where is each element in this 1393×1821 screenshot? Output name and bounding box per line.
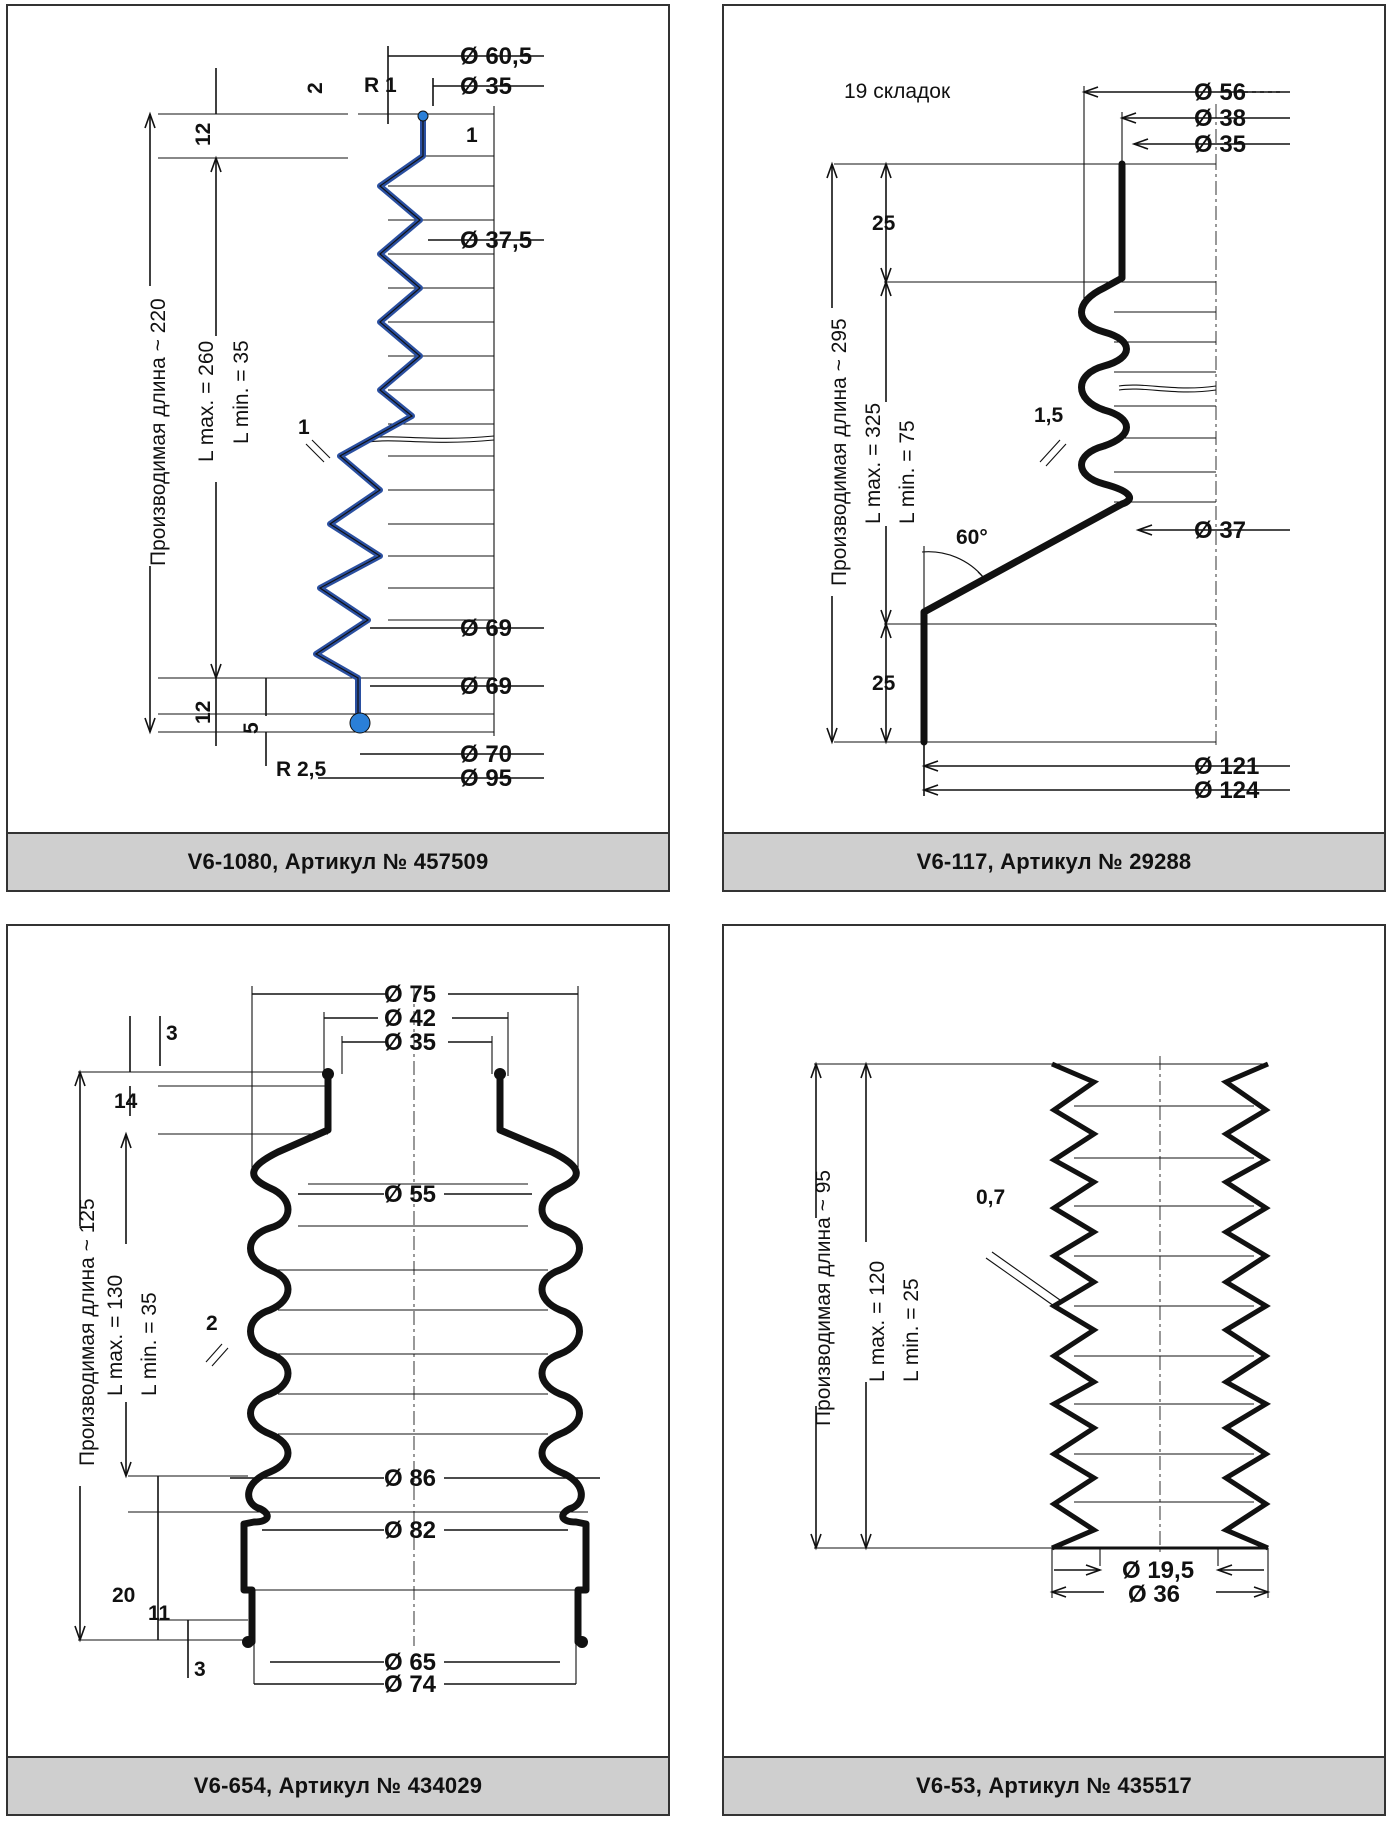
dim-25-bottom: 25 [872, 672, 896, 695]
dia-56: Ø 56 [1194, 79, 1247, 106]
dim-1-top: 1 [466, 124, 478, 147]
drawing-panel-v6-53 [722, 924, 1386, 1816]
dim-14: 14 [114, 1090, 138, 1113]
dia-38: Ø 38 [1194, 105, 1247, 132]
bead-top-right [494, 1068, 506, 1080]
lmax-label: L max. = 260 [195, 340, 218, 462]
prod-length-label: Производимая длина ~ 95 [812, 1169, 835, 1426]
break-line [368, 436, 494, 438]
folds-note: 19 складок [844, 80, 951, 103]
dia-124: Ø 124 [1194, 777, 1260, 804]
dim-2: 2 [304, 82, 327, 94]
dim-25-top: 25 [872, 212, 896, 235]
bead-top [418, 111, 428, 121]
dia-86: Ø 86 [384, 1465, 437, 1492]
dia-37-5: Ø 37,5 [460, 227, 533, 254]
dim-12-bottom: 12 [192, 700, 215, 724]
dia-35: Ø 35 [1194, 131, 1247, 158]
bead-bottom-left [242, 1636, 254, 1648]
dia-65: Ø 65 [384, 1649, 437, 1676]
diameter-leaders [230, 994, 600, 1684]
prod-length-label: Производимая длина ~ 125 [76, 1198, 99, 1466]
angle-60: 60° [956, 526, 988, 549]
dia-69-a: Ø 69 [460, 615, 513, 642]
caption-v6-1080: V6-1080, Артикул № 457509 [8, 832, 668, 890]
dia-75: Ø 75 [384, 981, 437, 1008]
lmin-label: L min. = 25 [900, 1278, 923, 1382]
prod-length-label: Производимая длина ~ 295 [828, 318, 851, 586]
dia-19-5: Ø 19,5 [1122, 1557, 1195, 1584]
dim-11: 11 [148, 1602, 171, 1625]
dim-12-top: 12 [192, 122, 215, 146]
dim-0-7: 0,7 [976, 1186, 1006, 1209]
caption-v6-53: V6-53, Артикул № 435517 [724, 1756, 1384, 1814]
extension-lines [834, 86, 1216, 742]
prod-length-label: Производимая длина ~ 220 [147, 298, 170, 566]
bellows-drawing-v6-654 [8, 926, 668, 1758]
dim-1-wall: 1 [298, 416, 310, 439]
dim-3-bottom: 3 [194, 1658, 206, 1681]
break-line-2 [368, 440, 494, 442]
dim-3-top: 3 [166, 1022, 178, 1045]
lmin-label: L min. = 75 [896, 420, 919, 524]
lmin-label: L min. = 35 [138, 1292, 161, 1396]
dia-121: Ø 121 [1194, 753, 1260, 780]
lmin-label: L min. = 35 [230, 340, 253, 444]
bellows-drawing-v6-117 [724, 6, 1384, 834]
bellows-profile [924, 164, 1129, 742]
bellows-profile [316, 114, 423, 716]
dim-1-5: 1,5 [1034, 404, 1064, 427]
dim-2: 2 [206, 1312, 218, 1335]
radius-r1: R 1 [364, 74, 397, 97]
dia-42: Ø 42 [384, 1005, 437, 1032]
dim-20: 20 [112, 1584, 136, 1607]
lmax-label: L max. = 325 [862, 402, 885, 524]
drawing-panel-v6-1080 [6, 4, 670, 892]
dia-82: Ø 82 [384, 1517, 437, 1544]
dia-35: Ø 35 [384, 1029, 437, 1056]
radius-r2-5: R 2,5 [276, 758, 327, 781]
dia-74: Ø 74 [384, 1671, 437, 1698]
dia-37: Ø 37 [1194, 517, 1247, 544]
caption-v6-117: V6-117, Артикул № 29288 [724, 832, 1384, 890]
dia-60-5: Ø 60,5 [460, 43, 533, 70]
bellows-profile-right [500, 1076, 586, 1642]
dim-5: 5 [240, 722, 263, 734]
bead-bottom-right [576, 1636, 588, 1648]
dia-70: Ø 70 [460, 741, 513, 768]
drawing-panel-v6-117 [722, 4, 1386, 892]
lmax-label: L max. = 120 [866, 1260, 889, 1382]
lmax-label: L max. = 130 [104, 1274, 127, 1396]
drawing-panel-v6-654 [6, 924, 670, 1816]
dia-55: Ø 55 [384, 1181, 437, 1208]
bead-bottom [350, 713, 370, 733]
bellows-profile-left [244, 1076, 328, 1642]
dia-69-b: Ø 69 [460, 673, 513, 700]
dia-36: Ø 36 [1128, 1581, 1181, 1608]
bellows-drawing-v6-1080 [8, 6, 668, 834]
dia-35: Ø 35 [460, 73, 513, 100]
bellows-drawing-v6-53 [724, 926, 1384, 1758]
dia-95: Ø 95 [460, 765, 513, 792]
caption-v6-654: V6-654, Артикул № 434029 [8, 1756, 668, 1814]
bead-top-left [322, 1068, 334, 1080]
